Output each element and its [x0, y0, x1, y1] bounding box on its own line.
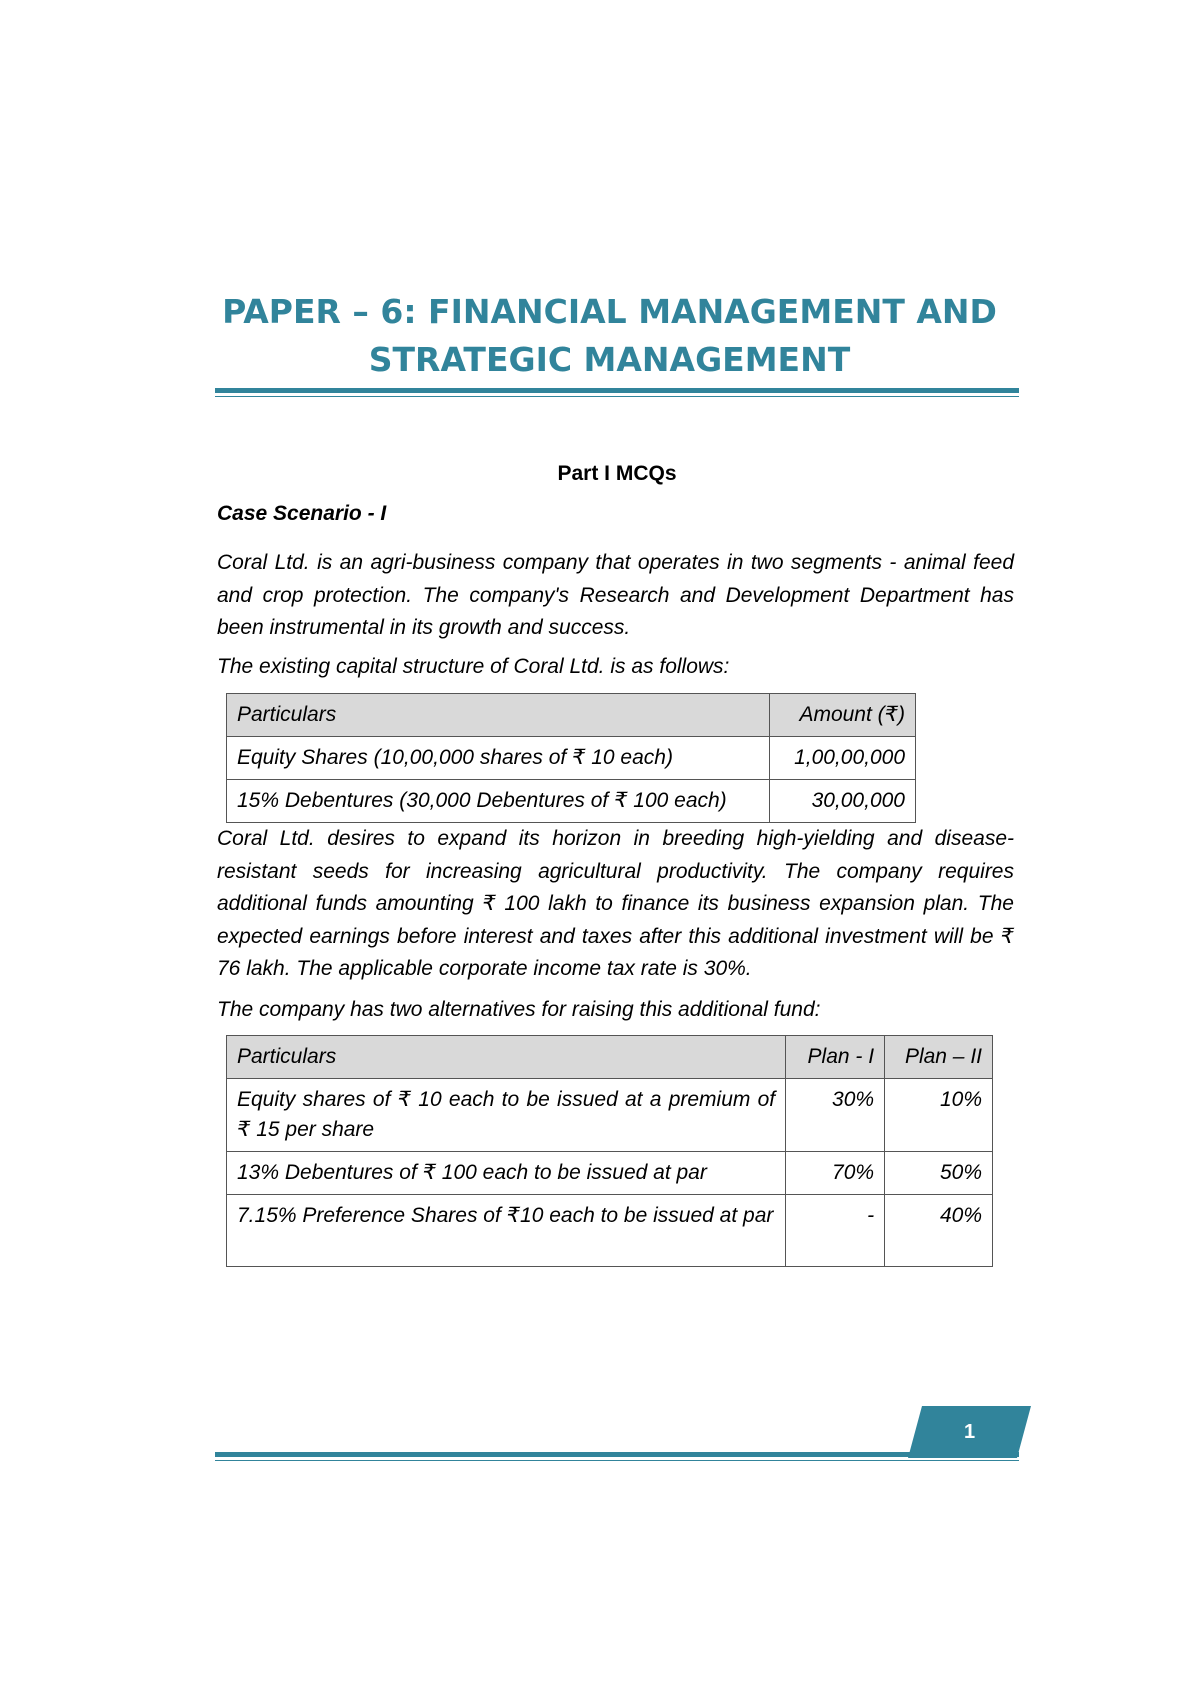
page-title	[215, 288, 1004, 384]
title-divider-thin	[215, 396, 1019, 397]
table-row	[227, 1195, 993, 1267]
alternatives-intro: The company has two alternatives for raising this additional fund:	[217, 998, 821, 1021]
cell-amount: 30,00,000	[770, 780, 916, 823]
table-row	[227, 1079, 993, 1152]
page-number: 1	[963, 1421, 976, 1443]
footer-divider	[215, 1452, 1019, 1457]
cell-plan-2: 50%	[885, 1152, 993, 1195]
cell-particulars: Equity shares of ₹ 10 each to be issued at a premium of ₹ 15 per share	[227, 1079, 786, 1152]
header-plan-1: Plan - I	[786, 1036, 885, 1079]
table-row	[227, 780, 916, 823]
cell-amount: 1,00,00,000	[770, 737, 916, 780]
cell-plan-2: 40%	[885, 1195, 993, 1267]
cell-particulars: 15% Debentures (30,000 Debentures of ₹ 100 each)	[227, 780, 770, 823]
header-plan-2: Plan – II	[885, 1036, 993, 1079]
header-particulars: Particulars	[227, 1036, 786, 1079]
cell-particulars: 7.15% Preference Shares of ₹10 each to be issued at par	[227, 1195, 786, 1267]
cell-plan-1: 70%	[786, 1152, 885, 1195]
capital-structure-intro: The existing capital structure of Coral Ltd. is as follows:	[217, 655, 730, 678]
table-row	[227, 737, 916, 780]
cell-plan-1: 30%	[786, 1079, 885, 1152]
part-heading: Part I MCQs	[557, 462, 677, 485]
header-particulars: Particulars	[227, 694, 770, 737]
cell-plan-1: -	[786, 1195, 885, 1267]
table-header-row	[227, 1036, 993, 1079]
footer-divider-thin	[215, 1460, 1019, 1461]
cell-particulars: 13% Debentures of ₹ 100 each to be issued at par	[227, 1152, 786, 1195]
table-header-row	[227, 694, 916, 737]
case-heading: Case Scenario - I	[217, 502, 387, 525]
title-divider	[215, 388, 1019, 393]
cell-particulars: Equity Shares (10,00,000 shares of ₹ 10 each)	[227, 737, 770, 780]
page-title-line1: PAPER – 6: FINANCIAL MANAGEMENT AND	[222, 292, 997, 331]
capital-structure-table	[226, 693, 916, 823]
page-title-line2: STRATEGIC MANAGEMENT	[368, 340, 851, 379]
expansion-paragraph: Coral Ltd. desires to expand its horizon in breeding high-yielding and disease-resistant seeds for increasing agricultural productivity. The company requires additional funds amounting ₹ 100 lakh to finance its business expansion plan. The expected earnings before interest and taxes after this additional investment will be ₹ 76 lakh. The applicable corporate income tax rate is 30%.	[217, 827, 1014, 980]
cell-plan-2: 10%	[885, 1079, 993, 1152]
table-row	[227, 1152, 993, 1195]
funding-plans-table	[226, 1035, 993, 1267]
header-amount: Amount (₹)	[770, 694, 916, 737]
intro-paragraph: Coral Ltd. is an agri-business company that operates in two segments - animal feed and crop protection. The company's Research and Development Department has been instrumental in its growth and success.	[217, 551, 1014, 639]
